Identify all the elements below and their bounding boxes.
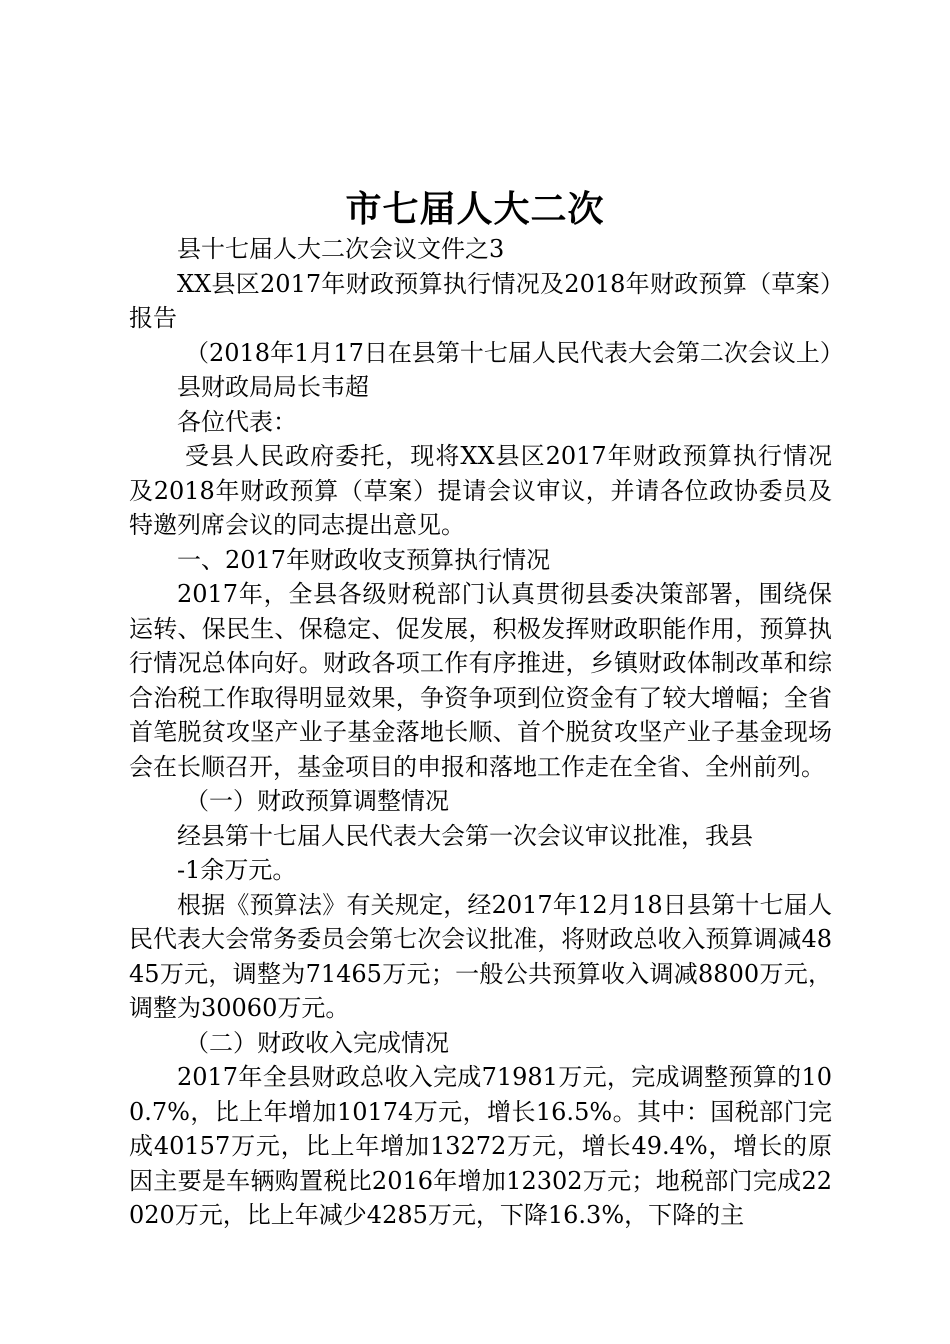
paragraph-salutation: 各位代表： bbox=[177, 407, 297, 436]
paragraph-report-title: XX县区2017年财政预算执行情况及2018年财政预算（草案）报告 bbox=[129, 269, 832, 332]
document-body bbox=[129, 232, 844, 1233]
paragraph-intro: 受县人民政府委托，现将XX县区2017年财政预算执行情况及2018年财政预算（草案）提请会议审议，并请各位政协委员及特邀列席会议的同志提出意见。 bbox=[129, 442, 832, 539]
paragraph-speaker: 县财政局局长韦超 bbox=[177, 373, 369, 401]
paragraph-file-number: 县十七届人大二次会议文件之3 bbox=[177, 235, 505, 263]
document-title: 市七届人大二次 bbox=[345, 188, 605, 230]
paragraph-fragment: -1余万元。 bbox=[177, 856, 297, 884]
paragraph-revenue: 2017年全县财政总收入完成71981万元，完成调整预算的100.7%，比上年增加10174万元，增长16.5%。其中：国税部门完成40157万元，比上年增加13272万元，增长49.4%，增长的原因主要是车辆购置税比2016年增加12302万元；地税部门完成22020万元，比上年减少4285万元，下降16.3%，下降的主 bbox=[129, 1063, 832, 1229]
paragraph-approval: 经县第十七届人民代表大会第一次会议审议批准，我县 bbox=[177, 821, 753, 850]
subsection-heading-1: （一）财政预算调整情况 bbox=[185, 787, 449, 815]
paragraph-adjustment: 根据《预算法》有关规定，经2017年12月18日县第十七届人民代表大会常务委员会第七次会议批准，将财政总收入预算调减4845万元，调整为71465万元；一般公共预算收入调减8800万元，调整为30060万元。 bbox=[129, 890, 832, 1022]
paragraph-overview: 2017年，全县各级财税部门认真贯彻县委决策部署，围绕保运转、保民生、保稳定、促发展，积极发挥财政职能作用，预算执行情况总体向好。财政各项工作有序推进，乡镇财政体制改革和综合治税工作取得明显效果，争资争项到位资金有了较大增幅；全省首笔脱贫攻坚产业子基金落地长顺、首个脱贫攻坚产业子基金现场会在长顺召开，基金项目的申报和落地工作走在全省、全州前列。 bbox=[129, 580, 832, 781]
subsection-heading-2: （二）财政收入完成情况 bbox=[185, 1028, 449, 1057]
section-heading-1: 一、2017年财政收支预算执行情况 bbox=[177, 545, 551, 574]
paragraph-meeting-date: （2018年1月17日在县第十七届人民代表大会第二次会议上） bbox=[185, 338, 844, 367]
